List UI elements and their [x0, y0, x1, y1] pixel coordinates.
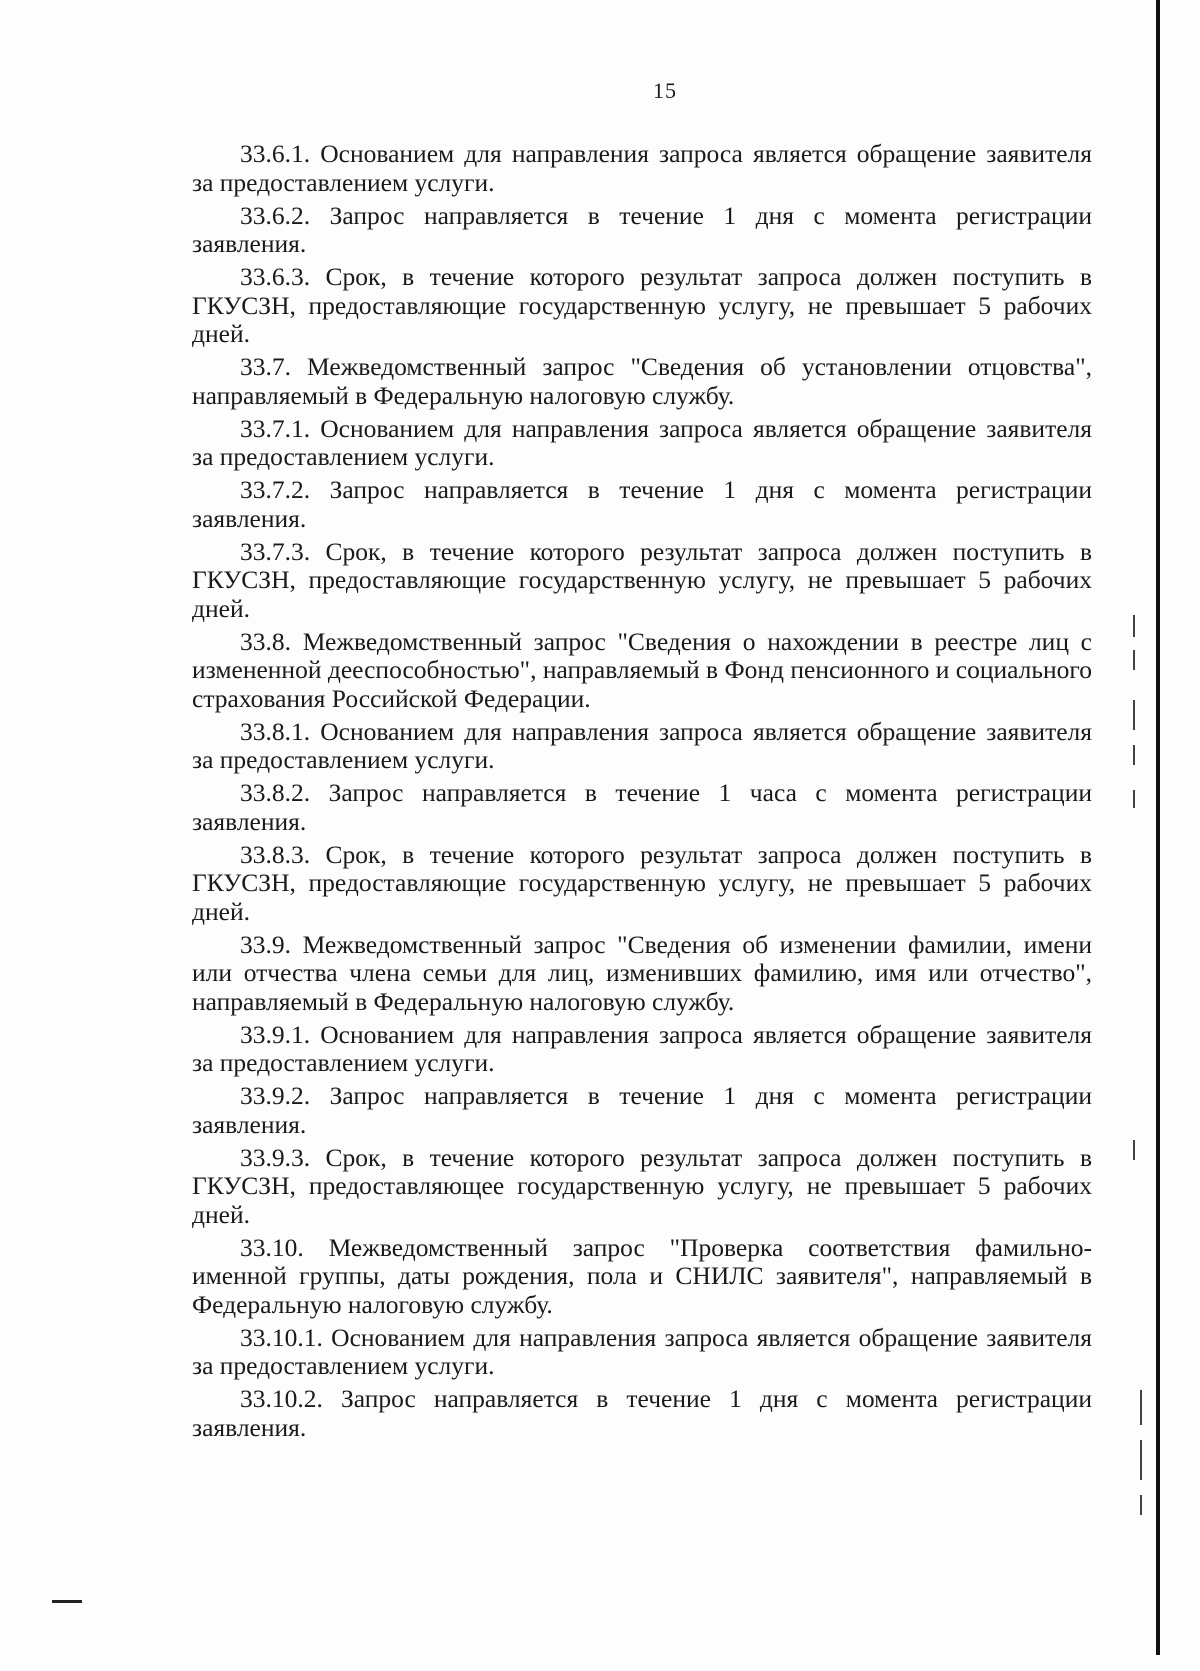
paragraph-33-10-1: 33.10.1. Основанием для направления запроса является обращение заявителя за предоставлением услуги.	[192, 1322, 1092, 1380]
scan-edge-dash	[1140, 1390, 1142, 1425]
paragraph-33-6-2: 33.6.2. Запрос направляется в течение 1 дня с момента регистрации заявления.	[192, 200, 1092, 258]
page-number: 15	[653, 78, 677, 103]
scan-edge-dash	[1133, 700, 1135, 730]
paragraph-33-7-2: 33.7.2. Запрос направляется в течение 1 дня с момента регистрации заявления.	[192, 475, 1092, 533]
paragraph-33-8-3: 33.8.3. Срок, в течение которого результат запроса должен поступить в ГКУСЗН, предоставляющие государственную услугу, не превышает 5 рабочих дней.	[192, 839, 1092, 926]
scan-edge-dash	[1133, 790, 1135, 808]
scan-edge-line	[1156, 0, 1160, 1655]
paragraph-33-8-2: 33.8.2. Запрос направляется в течение 1 часа с момента регистрации заявления.	[192, 778, 1092, 836]
paragraph-33-8-1: 33.8.1. Основанием для направления запроса является обращение заявителя за предоставлением услуги.	[192, 716, 1092, 774]
paragraph-33-9-2: 33.9.2. Запрос направляется в течение 1 дня с момента регистрации заявления.	[192, 1081, 1092, 1139]
scan-edge-dash	[1133, 650, 1135, 670]
paragraph-33-9-1: 33.9.1. Основанием для направления запроса является обращение заявителя за предоставлением услуги.	[192, 1019, 1092, 1077]
paragraph-33-7-3: 33.7.3. Срок, в течение которого результат запроса должен поступить в ГКУСЗН, предоставляющие государственную услугу, не превышает 5 рабочих дней.	[192, 536, 1092, 623]
paragraph-33-8: 33.8. Межведомственный запрос "Сведения о нахождении в реестре лиц с измененной дееспособностью", направляемый в Фонд пенсионного и социального страхования Российской Федерации.	[192, 626, 1092, 713]
paragraph-33-6-1: 33.6.1. Основанием для направления запроса является обращение заявителя за предоставлением услуги.	[192, 139, 1092, 197]
paragraph-33-10: 33.10. Межведомственный запрос "Проверка соответствия фамильно-именной группы, даты рождения, пола и СНИЛС заявителя", направляемый в Федеральную налоговую службу.	[192, 1232, 1092, 1319]
scan-edge-dash	[1133, 745, 1135, 765]
paragraph-33-10-2: 33.10.2. Запрос направляется в течение 1 дня с момента регистрации заявления.	[192, 1384, 1092, 1442]
scan-edge-dash	[1133, 1140, 1135, 1160]
scan-edge-dash	[1133, 615, 1135, 637]
document-body	[192, 140, 1092, 1447]
paragraph-33-9-3: 33.9.3. Срок, в течение которого результат запроса должен поступить в ГКУСЗН, предоставляющее государственную услугу, не превышает 5 рабочих дней.	[192, 1142, 1092, 1229]
paragraph-33-6-3: 33.6.3. Срок, в течение которого результат запроса должен поступить в ГКУСЗН, предоставляющие государственную услугу, не превышает 5 рабочих дней.	[192, 262, 1092, 348]
scan-edge-dash	[1140, 1440, 1142, 1480]
paragraph-33-7: 33.7. Межведомственный запрос "Сведения об установлении отцовства", направляемый в Федеральную налоговую службу.	[192, 352, 1092, 410]
scan-edge-dash	[1140, 1495, 1142, 1515]
paragraph-33-9: 33.9. Межведомственный запрос "Сведения об изменении фамилии, имени или отчества члена семьи для лиц, изменивших фамилию, имя или отчество", направляемый в Федеральную налоговую службу.	[192, 929, 1092, 1016]
scan-corner-mark	[52, 1600, 82, 1603]
paragraph-33-7-1: 33.7.1. Основанием для направления запроса является обращение заявителя за предоставлением услуги.	[192, 413, 1092, 471]
